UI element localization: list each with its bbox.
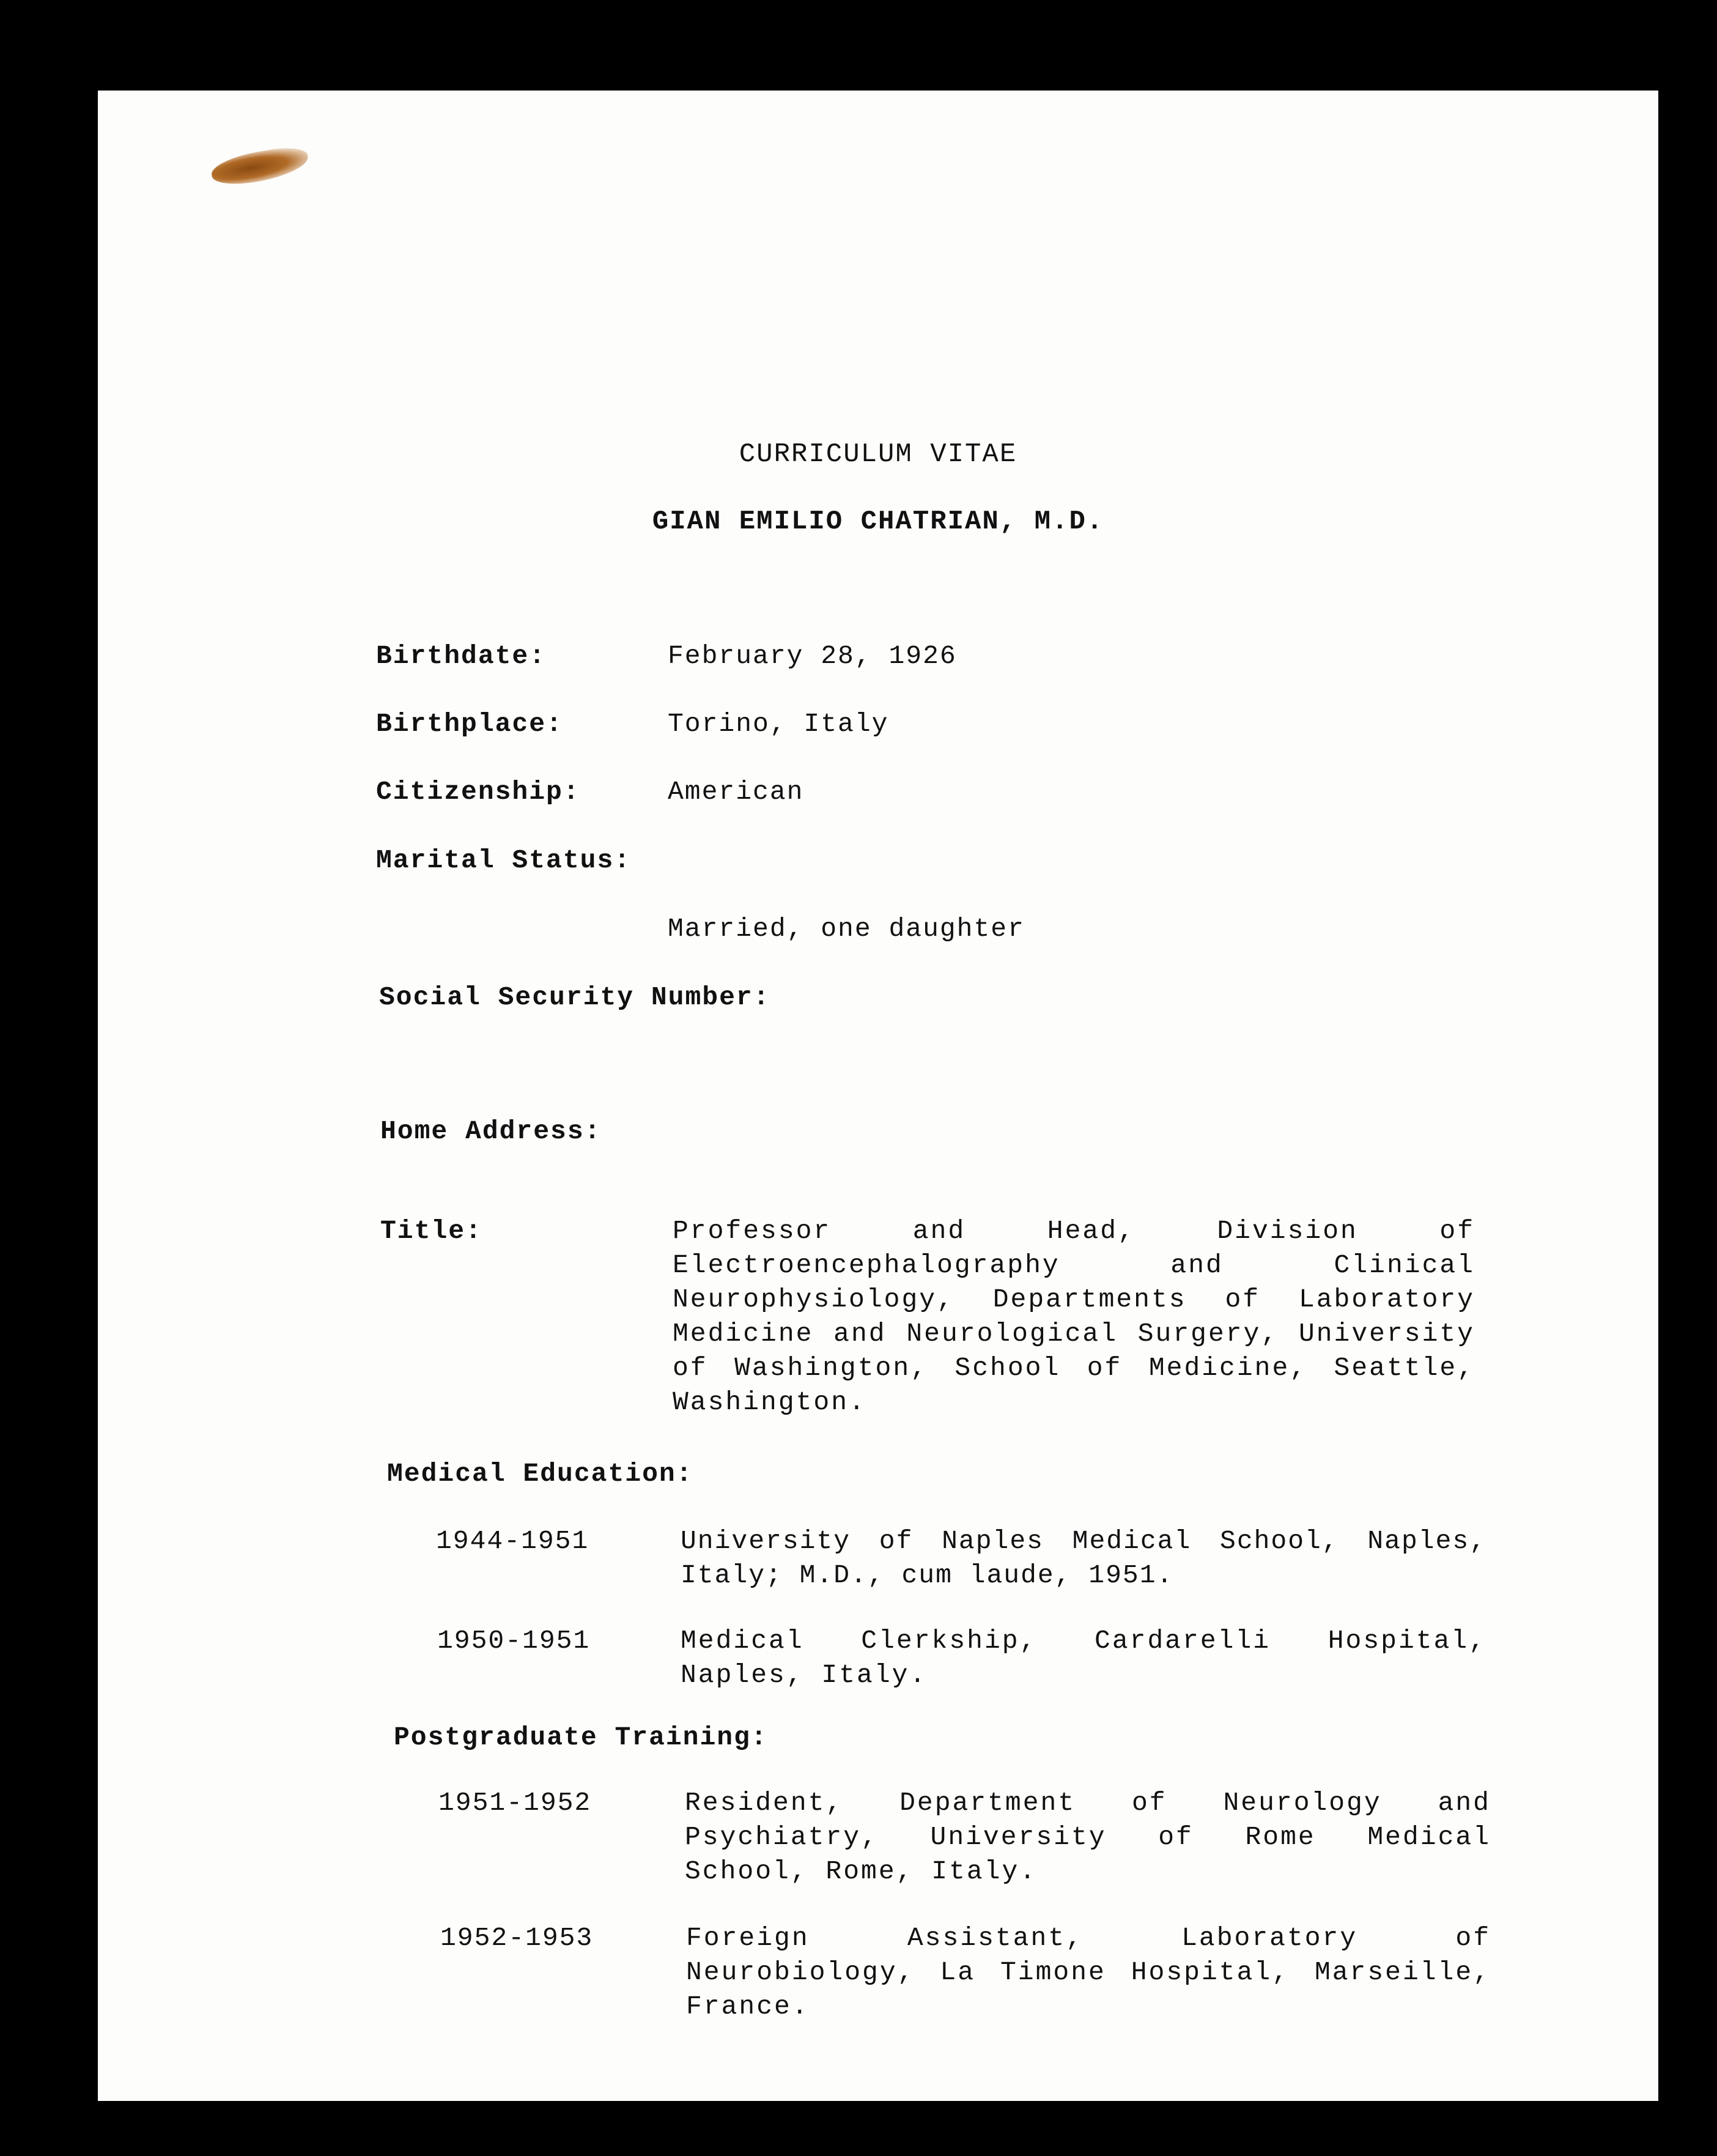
education-years: 1950-1951 <box>437 1626 591 1656</box>
birthdate-label: Birthdate: <box>376 641 547 671</box>
education-entry-text: Medical Clerkship, Cardarelli Hospital, Naples, Italy. <box>681 1626 1486 1690</box>
birthplace-value: Torino, Italy <box>668 709 889 739</box>
education-entry-text: University of Naples Medical School, Naples, Italy; M.D., cum laude, 1951. <box>681 1526 1486 1590</box>
training-years: 1952-1953 <box>440 1923 594 1953</box>
document-title: CURRICULUM VITAE <box>739 439 1017 470</box>
training-years: 1951-1952 <box>438 1788 592 1818</box>
person-name: GIAN EMILIO CHATRIAN, M.D. <box>652 506 1104 537</box>
rust-stain-mark <box>209 143 311 189</box>
education-years: 1944-1951 <box>436 1526 589 1556</box>
citizenship-label: Citizenship: <box>376 777 580 807</box>
medical-education-heading: Medical Education: <box>387 1459 693 1489</box>
training-entry-text: Foreign Assistant, Laboratory of Neurobiology, La Timone Hospital, Marseille, France. <box>686 1923 1491 2021</box>
title-label: Title: <box>380 1216 482 1246</box>
marital-status-label: Marital Status: <box>376 845 632 875</box>
birthplace-label: Birthplace: <box>376 709 563 739</box>
marital-status-value: Married, one daughter <box>668 914 1025 944</box>
training-entry-text: Resident, Department of Neurology and Psychiatry, University of Rome Medical School, Rome, Italy. <box>685 1788 1491 1886</box>
title-value: Professor and Head, Division of Electroencephalography and Clinical Neurophysiology, Departments of Laboratory Medicine and Neurological Surgery, University of Washington, School of Medicine, Seattle, Washington. <box>673 1216 1475 1417</box>
document-page <box>98 91 1658 2101</box>
home-address-label: Home Address: <box>380 1116 602 1146</box>
postgraduate-training-heading: Postgraduate Training: <box>394 1722 768 1752</box>
social-security-label: Social Security Number: <box>379 982 770 1012</box>
citizenship-value: American <box>668 777 804 807</box>
birthdate-value: February 28, 1926 <box>668 641 957 671</box>
